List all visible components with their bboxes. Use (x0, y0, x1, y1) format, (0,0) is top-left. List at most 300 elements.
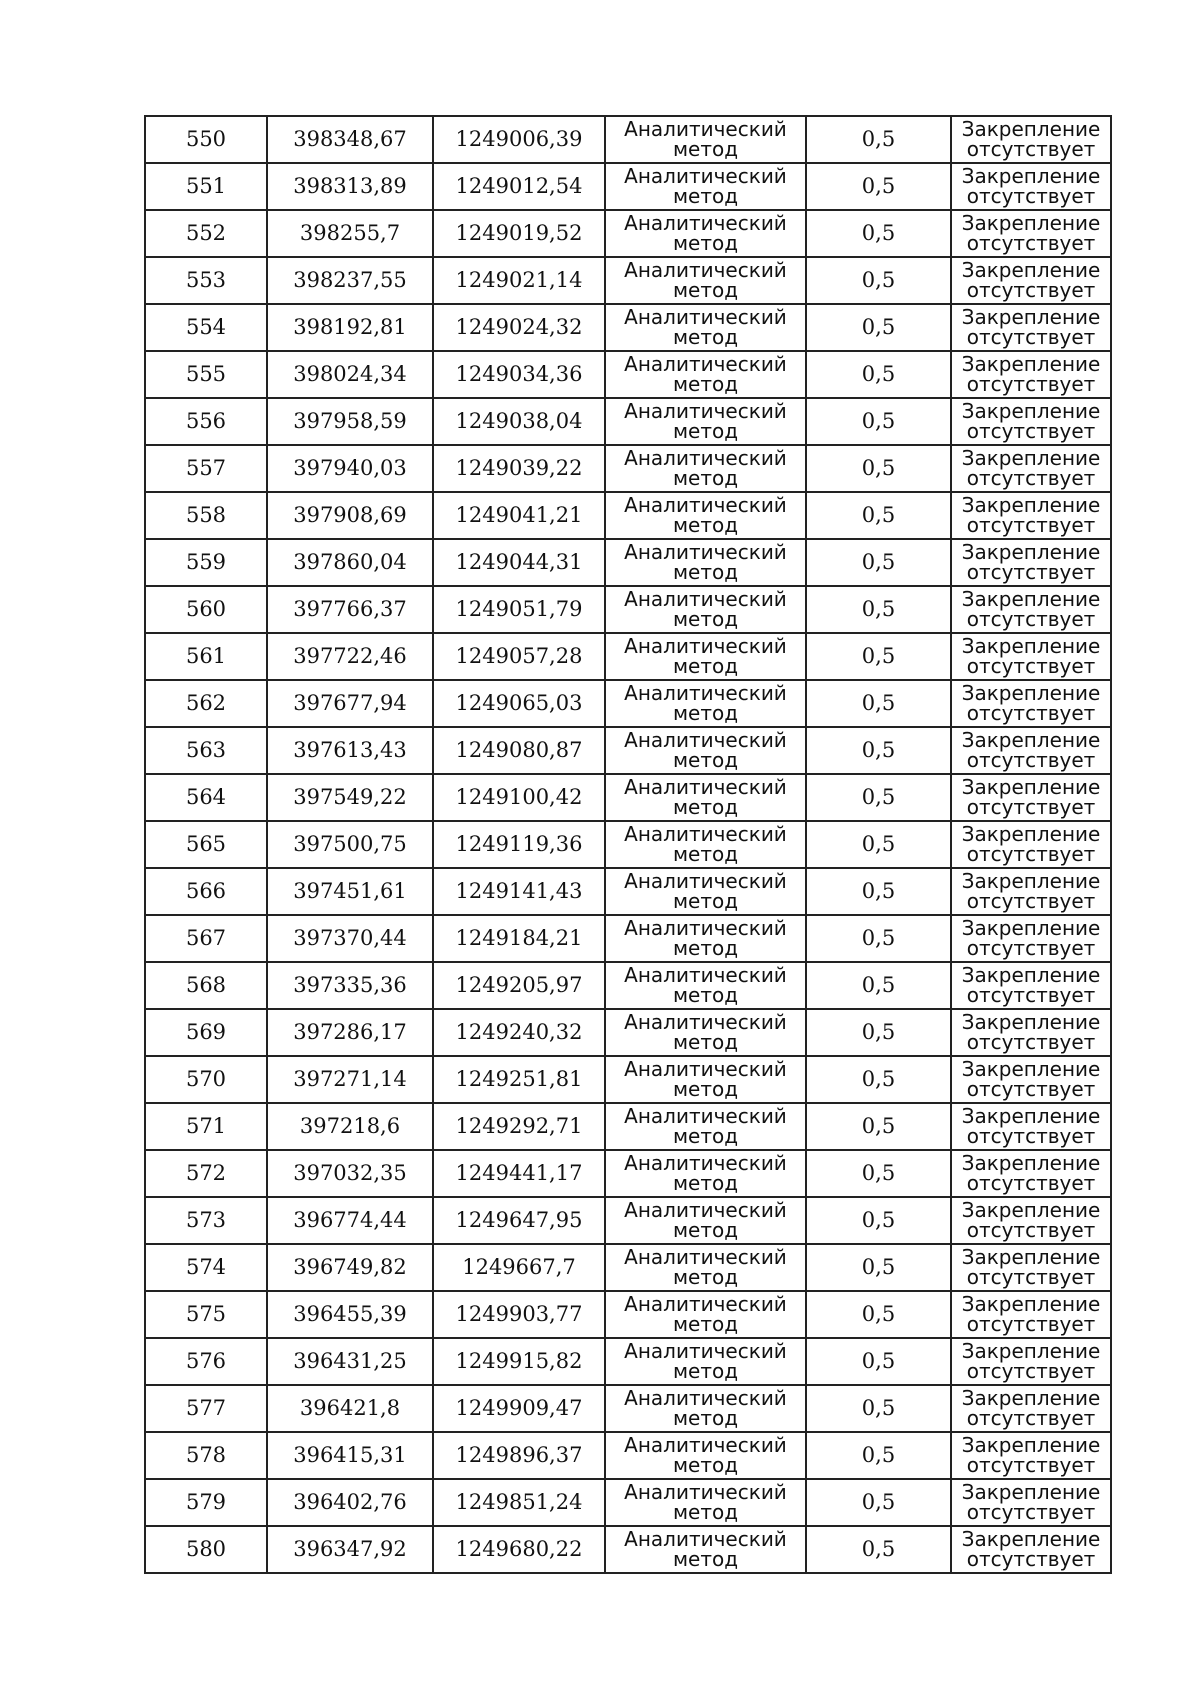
x-coordinate-cell: 398255,7 (267, 210, 433, 257)
fixation-cell-line: Закрепление (961, 446, 1101, 470)
table-row (145, 1385, 1111, 1432)
method-cell-line: метод (672, 1312, 739, 1336)
table-row (145, 1197, 1111, 1244)
method-cell-line: метод (672, 1359, 739, 1383)
y-coordinate-cell: 1249292,71 (433, 1103, 605, 1150)
point-number-cell: 565 (145, 821, 267, 868)
method-cell-line: метод (672, 184, 739, 208)
fixation-cell-line: Закрепление (961, 540, 1101, 564)
method-cell-line: Аналитический (624, 822, 787, 846)
method-cell-line: Аналитический (624, 916, 787, 940)
fixation-cell-line: отсутствует (966, 466, 1096, 490)
fixation-cell-line: отсутствует (966, 1030, 1096, 1054)
y-coordinate-cell: 1249205,97 (433, 962, 605, 1009)
fixation-cell (951, 1103, 1111, 1150)
point-number-cell: 576 (145, 1338, 267, 1385)
fixation-cell-line: Закрепление (961, 352, 1101, 376)
y-coordinate-cell: 1249051,79 (433, 586, 605, 633)
method-cell-line: Аналитический (624, 681, 787, 705)
method-cell (605, 1056, 806, 1103)
fixation-cell (951, 1197, 1111, 1244)
method-cell (605, 586, 806, 633)
y-coordinate-cell: 1249251,81 (433, 1056, 605, 1103)
method-cell-line: Аналитический (624, 1010, 787, 1034)
fixation-cell-line: отсутствует (966, 1453, 1096, 1477)
method-cell-line: Аналитический (624, 1292, 787, 1316)
method-cell-line: метод (672, 513, 739, 537)
fixation-cell (951, 821, 1111, 868)
method-cell (605, 257, 806, 304)
accuracy-cell: 0,5 (806, 351, 951, 398)
table-row (145, 351, 1111, 398)
fixation-cell-line: отсутствует (966, 1359, 1096, 1383)
x-coordinate-cell: 396774,44 (267, 1197, 433, 1244)
y-coordinate-cell: 1249141,43 (433, 868, 605, 915)
point-number-cell: 573 (145, 1197, 267, 1244)
table-row (145, 1291, 1111, 1338)
method-cell-line: Аналитический (624, 1339, 787, 1363)
table-row (145, 1479, 1111, 1526)
fixation-cell (951, 1291, 1111, 1338)
fixation-cell (951, 915, 1111, 962)
method-cell (605, 1103, 806, 1150)
table-row (145, 1526, 1111, 1573)
method-cell (605, 210, 806, 257)
method-cell-line: метод (672, 1171, 739, 1195)
point-number-cell: 575 (145, 1291, 267, 1338)
x-coordinate-cell: 398313,89 (267, 163, 433, 210)
fixation-cell-line: отсутствует (966, 560, 1096, 584)
accuracy-cell: 0,5 (806, 1291, 951, 1338)
accuracy-cell: 0,5 (806, 1103, 951, 1150)
method-cell (605, 116, 806, 163)
fixation-cell-line: Закрепление (961, 1480, 1101, 1504)
accuracy-cell: 0,5 (806, 1009, 951, 1056)
point-number-cell: 557 (145, 445, 267, 492)
point-number-cell: 552 (145, 210, 267, 257)
accuracy-cell: 0,5 (806, 868, 951, 915)
y-coordinate-cell: 1249896,37 (433, 1432, 605, 1479)
method-cell (605, 163, 806, 210)
method-cell-line: метод (672, 1030, 739, 1054)
x-coordinate-cell: 397370,44 (267, 915, 433, 962)
x-coordinate-cell: 397766,37 (267, 586, 433, 633)
table-row (145, 915, 1111, 962)
x-coordinate-cell: 397335,36 (267, 962, 433, 1009)
fixation-cell-line: отсутствует (966, 137, 1096, 161)
table-row (145, 1432, 1111, 1479)
point-number-cell: 562 (145, 680, 267, 727)
method-cell-line: метод (672, 1406, 739, 1430)
fixation-cell-line: отсутствует (966, 419, 1096, 443)
method-cell-line: метод (672, 372, 739, 396)
accuracy-cell: 0,5 (806, 1385, 951, 1432)
x-coordinate-cell: 397549,22 (267, 774, 433, 821)
table-row (145, 962, 1111, 1009)
table-row (145, 304, 1111, 351)
method-cell (605, 1291, 806, 1338)
x-coordinate-cell: 397958,59 (267, 398, 433, 445)
fixation-cell-line: Закрепление (961, 1339, 1101, 1363)
method-cell-line: Аналитический (624, 211, 787, 235)
accuracy-cell: 0,5 (806, 1056, 951, 1103)
method-cell (605, 1244, 806, 1291)
point-number-cell: 566 (145, 868, 267, 915)
x-coordinate-cell: 397218,6 (267, 1103, 433, 1150)
fixation-cell (951, 727, 1111, 774)
fixation-cell-line: отсутствует (966, 1500, 1096, 1524)
x-coordinate-cell: 397500,75 (267, 821, 433, 868)
method-cell-line: Аналитический (624, 258, 787, 282)
x-coordinate-cell: 397722,46 (267, 633, 433, 680)
fixation-cell-line: Закрепление (961, 634, 1101, 658)
fixation-cell-line: Закрепление (961, 869, 1101, 893)
fixation-cell (951, 1526, 1111, 1573)
point-number-cell: 567 (145, 915, 267, 962)
fixation-cell (951, 1150, 1111, 1197)
fixation-cell (951, 774, 1111, 821)
method-cell-line: метод (672, 795, 739, 819)
x-coordinate-cell: 396455,39 (267, 1291, 433, 1338)
method-cell (605, 1432, 806, 1479)
point-number-cell: 568 (145, 962, 267, 1009)
x-coordinate-cell: 397613,43 (267, 727, 433, 774)
accuracy-cell: 0,5 (806, 116, 951, 163)
accuracy-cell: 0,5 (806, 915, 951, 962)
method-cell-line: Аналитический (624, 399, 787, 423)
fixation-cell-line: отсутствует (966, 607, 1096, 631)
fixation-cell-line: отсутствует (966, 936, 1096, 960)
y-coordinate-cell: 1249080,87 (433, 727, 605, 774)
accuracy-cell: 0,5 (806, 1197, 951, 1244)
method-cell (605, 1009, 806, 1056)
method-cell (605, 915, 806, 962)
method-cell-line: Аналитический (624, 1245, 787, 1269)
point-number-cell: 561 (145, 633, 267, 680)
method-cell (605, 868, 806, 915)
x-coordinate-cell: 398024,34 (267, 351, 433, 398)
fixation-cell (951, 868, 1111, 915)
y-coordinate-cell: 1249441,17 (433, 1150, 605, 1197)
fixation-cell (951, 304, 1111, 351)
method-cell-line: метод (672, 419, 739, 443)
method-cell-line: метод (672, 983, 739, 1007)
method-cell-line: метод (672, 137, 739, 161)
method-cell (605, 539, 806, 586)
accuracy-cell: 0,5 (806, 1338, 951, 1385)
fixation-cell (951, 492, 1111, 539)
x-coordinate-cell: 398192,81 (267, 304, 433, 351)
x-coordinate-cell: 397271,14 (267, 1056, 433, 1103)
method-cell-line: Аналитический (624, 493, 787, 517)
method-cell-line: Аналитический (624, 305, 787, 329)
fixation-cell (951, 1056, 1111, 1103)
fixation-cell-line: отсутствует (966, 1077, 1096, 1101)
y-coordinate-cell: 1249044,31 (433, 539, 605, 586)
table-row (145, 586, 1111, 633)
fixation-cell-line: Закрепление (961, 1245, 1101, 1269)
y-coordinate-cell: 1249680,22 (433, 1526, 605, 1573)
fixation-cell-line: отсутствует (966, 231, 1096, 255)
x-coordinate-cell: 397940,03 (267, 445, 433, 492)
accuracy-cell: 0,5 (806, 1526, 951, 1573)
fixation-cell (951, 586, 1111, 633)
accuracy-cell: 0,5 (806, 821, 951, 868)
fixation-cell-line: отсутствует (966, 983, 1096, 1007)
point-number-cell: 580 (145, 1526, 267, 1573)
y-coordinate-cell: 1249057,28 (433, 633, 605, 680)
point-number-cell: 555 (145, 351, 267, 398)
y-coordinate-cell: 1249041,21 (433, 492, 605, 539)
accuracy-cell: 0,5 (806, 1432, 951, 1479)
accuracy-cell: 0,5 (806, 633, 951, 680)
y-coordinate-cell: 1249119,36 (433, 821, 605, 868)
fixation-cell-line: Закрепление (961, 775, 1101, 799)
table-row (145, 774, 1111, 821)
x-coordinate-cell: 397286,17 (267, 1009, 433, 1056)
point-number-cell: 569 (145, 1009, 267, 1056)
method-cell-line: Аналитический (624, 540, 787, 564)
fixation-cell-line: Закрепление (961, 117, 1101, 141)
fixation-cell (951, 1432, 1111, 1479)
fixation-cell (951, 962, 1111, 1009)
method-cell-line: Аналитический (624, 869, 787, 893)
fixation-cell-line: Закрепление (961, 1104, 1101, 1128)
x-coordinate-cell: 396431,25 (267, 1338, 433, 1385)
x-coordinate-cell: 396402,76 (267, 1479, 433, 1526)
fixation-cell-line: Закрепление (961, 681, 1101, 705)
fixation-cell-line: Закрепление (961, 1198, 1101, 1222)
fixation-cell-line: отсутствует (966, 889, 1096, 913)
method-cell (605, 821, 806, 868)
point-number-cell: 578 (145, 1432, 267, 1479)
x-coordinate-cell: 398348,67 (267, 116, 433, 163)
accuracy-cell: 0,5 (806, 304, 951, 351)
method-cell-line: Аналитический (624, 164, 787, 188)
y-coordinate-cell: 1249034,36 (433, 351, 605, 398)
fixation-cell-line: Закрепление (961, 164, 1101, 188)
method-cell (605, 1526, 806, 1573)
fixation-cell-line: Закрепление (961, 493, 1101, 517)
method-cell-line: Аналитический (624, 446, 787, 470)
table-row (145, 1338, 1111, 1385)
y-coordinate-cell: 1249024,32 (433, 304, 605, 351)
table-row (145, 1150, 1111, 1197)
method-cell-line: метод (672, 1453, 739, 1477)
fixation-cell-line: Закрепление (961, 728, 1101, 752)
y-coordinate-cell: 1249039,22 (433, 445, 605, 492)
method-cell-line: метод (672, 607, 739, 631)
y-coordinate-cell: 1249021,14 (433, 257, 605, 304)
table-row (145, 398, 1111, 445)
table-body (145, 116, 1111, 1573)
fixation-cell-line: отсутствует (966, 842, 1096, 866)
method-cell-line: метод (672, 1077, 739, 1101)
y-coordinate-cell: 1249909,47 (433, 1385, 605, 1432)
table-row (145, 821, 1111, 868)
fixation-cell-line: отсутствует (966, 1265, 1096, 1289)
table-row (145, 257, 1111, 304)
accuracy-cell: 0,5 (806, 586, 951, 633)
method-cell-line: Аналитический (624, 634, 787, 658)
accuracy-cell: 0,5 (806, 1479, 951, 1526)
fixation-cell (951, 680, 1111, 727)
x-coordinate-cell: 396415,31 (267, 1432, 433, 1479)
method-cell-line: Аналитический (624, 1480, 787, 1504)
fixation-cell (951, 1244, 1111, 1291)
fixation-cell-line: Закрепление (961, 1527, 1101, 1551)
fixation-cell-line: отсутствует (966, 795, 1096, 819)
point-number-cell: 564 (145, 774, 267, 821)
y-coordinate-cell: 1249065,03 (433, 680, 605, 727)
fixation-cell-line: Закрепление (961, 1386, 1101, 1410)
table-row (145, 116, 1111, 163)
fixation-cell-line: отсутствует (966, 1547, 1096, 1571)
coordinates-table (144, 115, 1112, 1574)
table-row (145, 163, 1111, 210)
method-cell-line: метод (672, 1124, 739, 1148)
x-coordinate-cell: 397032,35 (267, 1150, 433, 1197)
y-coordinate-cell: 1249667,7 (433, 1244, 605, 1291)
method-cell-line: метод (672, 1547, 739, 1571)
table-row (145, 868, 1111, 915)
method-cell-line: метод (672, 231, 739, 255)
x-coordinate-cell: 396421,8 (267, 1385, 433, 1432)
accuracy-cell: 0,5 (806, 210, 951, 257)
y-coordinate-cell: 1249851,24 (433, 1479, 605, 1526)
table-row (145, 680, 1111, 727)
x-coordinate-cell: 398237,55 (267, 257, 433, 304)
method-cell (605, 1197, 806, 1244)
method-cell-line: Аналитический (624, 728, 787, 752)
accuracy-cell: 0,5 (806, 492, 951, 539)
method-cell (605, 1479, 806, 1526)
fixation-cell-line: отсутствует (966, 184, 1096, 208)
accuracy-cell: 0,5 (806, 680, 951, 727)
point-number-cell: 556 (145, 398, 267, 445)
method-cell-line: метод (672, 325, 739, 349)
fixation-cell (951, 1385, 1111, 1432)
y-coordinate-cell: 1249019,52 (433, 210, 605, 257)
accuracy-cell: 0,5 (806, 962, 951, 1009)
fixation-cell-line: Закрепление (961, 1433, 1101, 1457)
fixation-cell (951, 539, 1111, 586)
method-cell (605, 492, 806, 539)
fixation-cell (951, 398, 1111, 445)
table-row (145, 1056, 1111, 1103)
method-cell (605, 1338, 806, 1385)
fixation-cell-line: отсутствует (966, 372, 1096, 396)
method-cell-line: метод (672, 1218, 739, 1242)
fixation-cell-line: отсутствует (966, 1312, 1096, 1336)
x-coordinate-cell: 397677,94 (267, 680, 433, 727)
method-cell-line: метод (672, 466, 739, 490)
fixation-cell-line: отсутствует (966, 1218, 1096, 1242)
y-coordinate-cell: 1249915,82 (433, 1338, 605, 1385)
accuracy-cell: 0,5 (806, 1244, 951, 1291)
accuracy-cell: 0,5 (806, 257, 951, 304)
fixation-cell-line: Закрепление (961, 399, 1101, 423)
fixation-cell-line: отсутствует (966, 1171, 1096, 1195)
fixation-cell (951, 1338, 1111, 1385)
method-cell-line: Аналитический (624, 1433, 787, 1457)
fixation-cell-line: Закрепление (961, 258, 1101, 282)
fixation-cell-line: Закрепление (961, 1292, 1101, 1316)
method-cell (605, 351, 806, 398)
method-cell-line: Аналитический (624, 963, 787, 987)
fixation-cell-line: отсутствует (966, 513, 1096, 537)
fixation-cell-line: отсутствует (966, 278, 1096, 302)
y-coordinate-cell: 1249240,32 (433, 1009, 605, 1056)
table-row (145, 1103, 1111, 1150)
accuracy-cell: 0,5 (806, 445, 951, 492)
point-number-cell: 550 (145, 116, 267, 163)
method-cell-line: метод (672, 654, 739, 678)
accuracy-cell: 0,5 (806, 1150, 951, 1197)
fixation-cell (951, 351, 1111, 398)
y-coordinate-cell: 1249647,95 (433, 1197, 605, 1244)
method-cell-line: Аналитический (624, 1151, 787, 1175)
x-coordinate-cell: 396749,82 (267, 1244, 433, 1291)
method-cell-line: Аналитический (624, 587, 787, 611)
fixation-cell-line: Закрепление (961, 211, 1101, 235)
method-cell (605, 398, 806, 445)
fixation-cell-line: Закрепление (961, 916, 1101, 940)
method-cell-line: метод (672, 889, 739, 913)
x-coordinate-cell: 397908,69 (267, 492, 433, 539)
method-cell (605, 633, 806, 680)
fixation-cell-line: отсутствует (966, 748, 1096, 772)
point-number-cell: 572 (145, 1150, 267, 1197)
point-number-cell: 571 (145, 1103, 267, 1150)
fixation-cell (951, 163, 1111, 210)
table-row (145, 633, 1111, 680)
y-coordinate-cell: 1249012,54 (433, 163, 605, 210)
accuracy-cell: 0,5 (806, 398, 951, 445)
method-cell-line: метод (672, 701, 739, 725)
fixation-cell (951, 210, 1111, 257)
x-coordinate-cell: 397451,61 (267, 868, 433, 915)
point-number-cell: 563 (145, 727, 267, 774)
y-coordinate-cell: 1249903,77 (433, 1291, 605, 1338)
method-cell-line: Аналитический (624, 1057, 787, 1081)
fixation-cell (951, 257, 1111, 304)
method-cell-line: метод (672, 842, 739, 866)
y-coordinate-cell: 1249006,39 (433, 116, 605, 163)
method-cell-line: метод (672, 936, 739, 960)
method-cell (605, 727, 806, 774)
point-number-cell: 574 (145, 1244, 267, 1291)
method-cell (605, 1150, 806, 1197)
fixation-cell-line: отсутствует (966, 701, 1096, 725)
method-cell-line: Аналитический (624, 352, 787, 376)
fixation-cell-line: Закрепление (961, 822, 1101, 846)
fixation-cell (951, 116, 1111, 163)
method-cell-line: Аналитический (624, 1527, 787, 1551)
y-coordinate-cell: 1249038,04 (433, 398, 605, 445)
fixation-cell (951, 1009, 1111, 1056)
fixation-cell-line: Закрепление (961, 305, 1101, 329)
fixation-cell-line: отсутствует (966, 325, 1096, 349)
point-number-cell: 577 (145, 1385, 267, 1432)
method-cell-line: метод (672, 278, 739, 302)
method-cell (605, 445, 806, 492)
fixation-cell-line: Закрепление (961, 1057, 1101, 1081)
method-cell (605, 774, 806, 821)
y-coordinate-cell: 1249184,21 (433, 915, 605, 962)
method-cell-line: метод (672, 1265, 739, 1289)
table-row (145, 539, 1111, 586)
